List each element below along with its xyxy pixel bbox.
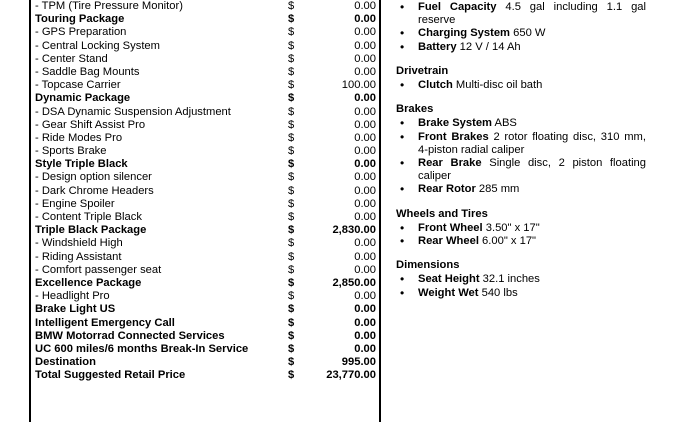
price-row-label: - GPS Preparation <box>35 26 127 39</box>
price-row-label: - Sports Brake <box>35 145 107 158</box>
currency-symbol: $ <box>288 92 295 105</box>
price-row-amount: 0.00 <box>354 131 376 144</box>
price-row-label: - Content Triple Black <box>35 211 142 223</box>
price-row-amount: 0.00 <box>354 158 376 171</box>
price-row <box>35 13 378 26</box>
price-row-label: - DSA Dynamic Suspension Adjustment <box>35 105 231 118</box>
spec-value: 32.1 inches <box>479 273 540 286</box>
spec-value: 3.50" x 17" <box>482 221 540 234</box>
price-row-amount: 0.00 <box>354 65 376 78</box>
spec-key: Clutch <box>418 79 453 92</box>
price-row-label: - Topcase Carrier <box>35 79 121 92</box>
price-row <box>35 79 378 92</box>
currency-symbol: $ <box>288 131 295 144</box>
total-price-row <box>35 369 378 382</box>
price-row-label: - Central Locking System <box>35 39 160 52</box>
spec-value: 12 V / 14 Ah <box>456 40 521 53</box>
currency-symbol: $ <box>288 197 295 210</box>
price-row <box>35 145 378 158</box>
currency-symbol: $ <box>288 342 295 355</box>
price-row-label: Destination <box>35 356 96 369</box>
price-row-amount: 0.00 <box>354 26 376 39</box>
price-row <box>35 158 378 171</box>
spec-value: Single disc, 2 piston floating caliper <box>418 157 646 183</box>
price-row-label: - Design option silencer <box>35 171 152 184</box>
price-row <box>35 119 378 132</box>
currency-symbol: $ <box>288 171 295 184</box>
spec-value: Multi-disc oil bath <box>452 79 543 92</box>
price-row-label: - Ride Modes Pro <box>35 131 123 144</box>
price-row-label: Dynamic Package <box>35 92 131 105</box>
price-row-amount: 0.00 <box>354 316 376 329</box>
price-row <box>35 290 378 303</box>
price-row <box>35 211 378 224</box>
currency-symbol: $ <box>288 290 295 303</box>
price-row-label: - Comfort passenger seat <box>35 263 162 276</box>
spec-value: 650 W <box>510 27 546 40</box>
currency-symbol: $ <box>288 276 295 289</box>
price-row-amount: 0.00 <box>354 171 376 184</box>
spec-item <box>396 235 646 248</box>
spec-value: 6.00" x 17" <box>478 235 537 248</box>
price-row <box>35 330 378 343</box>
price-row <box>35 185 378 198</box>
price-row <box>35 106 378 119</box>
spec-item <box>396 183 646 196</box>
price-row-label: UC 600 miles/6 months Break-In Service <box>35 342 249 355</box>
currency-symbol: $ <box>288 237 295 250</box>
price-row-label: - TPM (Tire Pressure Monitor) <box>35 0 183 12</box>
price-row <box>35 237 378 250</box>
spec-key: Front Brakes <box>418 130 489 143</box>
spec-item <box>396 131 646 157</box>
spec-key: Rear Rotor <box>418 183 476 196</box>
price-row-label: Touring Package <box>35 13 125 26</box>
specs-column <box>396 0 646 300</box>
spec-value: 285 mm <box>475 183 520 196</box>
price-row-amount: 0.00 <box>354 184 376 197</box>
price-row-amount: 0.00 <box>354 263 376 276</box>
price-row-amount: 0.00 <box>354 250 376 263</box>
price-row-label: Excellence Package <box>35 276 142 289</box>
left-border-line <box>29 0 31 422</box>
price-row-amount: 0.00 <box>354 237 376 250</box>
column-divider-line <box>379 0 381 422</box>
price-row <box>35 40 378 53</box>
price-row <box>35 132 378 145</box>
spec-item <box>396 157 646 183</box>
price-row-amount: 0.00 <box>354 105 376 118</box>
price-row-label: - Saddle Bag Mounts <box>35 65 140 78</box>
currency-symbol: $ <box>288 224 295 237</box>
currency-symbol: $ <box>288 369 295 382</box>
section-title-wheels: Wheels and Tires <box>396 207 488 220</box>
spec-key: Rear Wheel <box>418 235 479 248</box>
price-row-amount: 0.00 <box>354 145 376 158</box>
spec-value: ABS <box>492 117 517 130</box>
price-row <box>35 317 378 330</box>
price-table <box>35 0 378 383</box>
total-label: Total Suggested Retail Price <box>35 369 186 382</box>
price-row-amount: 0.00 <box>354 329 376 342</box>
spec-value: 2 rotor floating disc, 310 mm, 4-piston radial caliper <box>418 130 646 156</box>
currency-symbol: $ <box>288 52 295 65</box>
price-row-label: Triple Black Package <box>35 224 147 237</box>
price-row <box>35 343 378 356</box>
price-row <box>35 277 378 290</box>
price-row <box>35 66 378 79</box>
price-row-amount: 0.00 <box>354 52 376 65</box>
price-row <box>35 53 378 66</box>
currency-symbol: $ <box>288 329 295 342</box>
currency-symbol: $ <box>288 118 295 131</box>
currency-symbol: $ <box>288 211 295 223</box>
price-row-label: - Center Stand <box>35 52 108 65</box>
spec-item <box>396 41 646 54</box>
price-row-label: - Windshield High <box>35 237 123 250</box>
spec-key: Rear Brake <box>418 157 482 170</box>
price-row-label: - Gear Shift Assist Pro <box>35 118 146 131</box>
spec-key: Charging System <box>418 27 511 40</box>
currency-symbol: $ <box>288 39 295 52</box>
price-row-label: Intelligent Emergency Call <box>35 316 175 329</box>
price-row-amount: 0.00 <box>354 92 376 105</box>
currency-symbol: $ <box>288 356 295 369</box>
price-row-label: - Engine Spoiler <box>35 197 115 210</box>
price-row-amount: 100.00 <box>341 79 376 92</box>
wheels-list <box>396 222 646 248</box>
price-row <box>35 198 378 211</box>
spec-item <box>396 287 646 300</box>
spec-key: Fuel Capacity <box>418 1 497 13</box>
spec-item <box>396 222 646 235</box>
spec-key: Weight Wet <box>418 286 479 299</box>
spec-value: 540 lbs <box>478 286 518 299</box>
price-row-amount: 2,830.00 <box>332 224 376 237</box>
spec-item <box>396 1 646 27</box>
currency-symbol: $ <box>288 26 295 39</box>
currency-symbol: $ <box>288 105 295 118</box>
currency-symbol: $ <box>288 13 295 26</box>
spec-item <box>396 27 646 40</box>
section-title-brakes: Brakes <box>396 103 434 116</box>
price-row-amount: 0.00 <box>354 39 376 52</box>
spec-value: 4.5 gal including 1.1 gal reserve <box>418 1 646 27</box>
price-row <box>35 92 378 105</box>
spec-item <box>396 79 646 92</box>
brakes-list <box>396 117 646 196</box>
price-row <box>35 0 378 13</box>
section-title-drivetrain: Drivetrain <box>396 64 449 77</box>
price-row-amount: 0.00 <box>354 118 376 131</box>
price-row-amount: 0.00 <box>354 13 376 26</box>
price-row <box>35 171 378 184</box>
price-row-label: BMW Motorrad Connected Services <box>35 329 225 342</box>
price-row-amount: 0.00 <box>354 211 376 223</box>
section-title-dimensions: Dimensions <box>396 259 460 272</box>
currency-symbol: $ <box>288 145 295 158</box>
currency-symbol: $ <box>288 250 295 263</box>
dimensions-list <box>396 273 646 299</box>
currency-symbol: $ <box>288 0 295 12</box>
price-row-label: - Riding Assistant <box>35 250 122 263</box>
price-row-label: - Headlight Pro <box>35 290 110 303</box>
total-amount: 23,770.00 <box>326 369 376 382</box>
price-row-amount: 0.00 <box>354 342 376 355</box>
currency-symbol: $ <box>288 316 295 329</box>
price-row-amount: 2,850.00 <box>332 276 376 289</box>
price-row-amount: 0.00 <box>354 0 376 12</box>
price-row-amount: 0.00 <box>354 290 376 303</box>
spec-item <box>396 117 646 130</box>
price-row <box>35 356 378 369</box>
price-row <box>35 224 378 237</box>
price-row <box>35 251 378 264</box>
spec-item <box>396 273 646 286</box>
price-row-amount: 0.00 <box>354 303 376 316</box>
currency-symbol: $ <box>288 184 295 197</box>
currency-symbol: $ <box>288 303 295 316</box>
currency-symbol: $ <box>288 158 295 171</box>
price-row <box>35 26 378 39</box>
price-row <box>35 264 378 277</box>
currency-symbol: $ <box>288 79 295 92</box>
spec-key: Brake System <box>418 117 493 130</box>
price-row <box>35 303 378 316</box>
currency-symbol: $ <box>288 65 295 78</box>
spec-key: Seat Height <box>418 273 480 286</box>
currency-symbol: $ <box>288 263 295 276</box>
price-row-amount: 0.00 <box>354 197 376 210</box>
drivetrain-list <box>396 79 646 92</box>
spec-key: Battery <box>418 40 457 53</box>
price-row-amount: 995.00 <box>341 356 376 369</box>
price-row-label: Brake Light US <box>35 303 116 316</box>
top-spec-list <box>396 1 646 54</box>
spec-key: Front Wheel <box>418 221 483 234</box>
price-row-label: Style Triple Black <box>35 158 128 171</box>
price-row-label: - Dark Chrome Headers <box>35 184 154 197</box>
